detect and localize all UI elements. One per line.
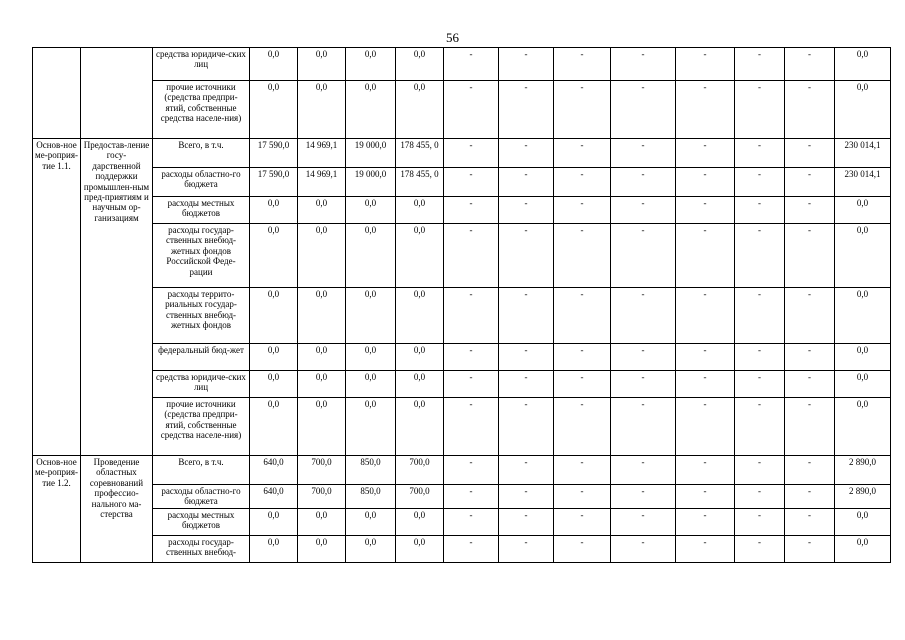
empty-value-cell: -	[444, 398, 499, 456]
empty-value-cell: -	[499, 344, 554, 371]
value-cell-y1: 17 590,0	[250, 139, 298, 168]
value-cell-y2: 0,0	[298, 508, 346, 535]
table-row	[33, 48, 891, 81]
value-cell-y4: 0,0	[396, 288, 444, 344]
value-cell-y4: 0,0	[396, 508, 444, 535]
empty-value-cell: -	[444, 224, 499, 288]
funding-source-cell: расходы областно-го бюджета	[153, 168, 250, 197]
value-cell-y2: 14 969,1	[298, 139, 346, 168]
table-row	[33, 535, 891, 562]
funding-source-cell: расходы государ-ственных внебюд-жетных фондов Российской Феде-рации	[153, 224, 250, 288]
empty-value-cell: -	[444, 456, 499, 485]
empty-value-cell: -	[735, 197, 785, 224]
total-cell: 0,0	[835, 508, 891, 535]
funding-source-cell: прочие источники (средства предпри-ятий, собственные средства населе-ния)	[153, 398, 250, 456]
empty-value-cell: -	[735, 456, 785, 485]
empty-value-cell: -	[611, 344, 676, 371]
empty-value-cell: -	[554, 48, 611, 81]
value-cell-y2: 0,0	[298, 535, 346, 562]
value-cell-y3: 0,0	[346, 224, 396, 288]
value-cell-y2: 14 969,1	[298, 168, 346, 197]
total-cell: 0,0	[835, 48, 891, 81]
empty-value-cell: -	[785, 197, 835, 224]
empty-value-cell: -	[444, 485, 499, 509]
funding-source-cell: Всего, в т.ч.	[153, 456, 250, 485]
empty-value-cell: -	[785, 344, 835, 371]
funding-source-cell: расходы государ-ственных внебюд-	[153, 535, 250, 562]
empty-value-cell: -	[676, 224, 735, 288]
empty-value-cell: -	[499, 81, 554, 139]
value-cell-y3: 0,0	[346, 508, 396, 535]
value-cell-y3: 0,0	[346, 197, 396, 224]
total-cell: 0,0	[835, 224, 891, 288]
value-cell-y1: 640,0	[250, 456, 298, 485]
funding-source-cell: федеральный бюд-жет	[153, 344, 250, 371]
value-cell-y1: 17 590,0	[250, 168, 298, 197]
empty-value-cell: -	[499, 371, 554, 398]
empty-value-cell: -	[554, 398, 611, 456]
value-cell-y4: 0,0	[396, 197, 444, 224]
total-cell: 2 890,0	[835, 485, 891, 509]
measure-name-cell: Предостав-ление госу-дарственной поддержки промышлен-ным пред-приятиям и научным ор-ганизациям	[81, 139, 153, 456]
empty-value-cell: -	[785, 139, 835, 168]
empty-value-cell: -	[676, 508, 735, 535]
value-cell-y1: 0,0	[250, 288, 298, 344]
empty-value-cell: -	[785, 48, 835, 81]
value-cell-y3: 0,0	[346, 371, 396, 398]
table-row	[33, 485, 891, 509]
empty-value-cell: -	[735, 508, 785, 535]
value-cell-y3: 850,0	[346, 456, 396, 485]
value-cell-y1: 0,0	[250, 398, 298, 456]
empty-value-cell: -	[611, 48, 676, 81]
value-cell-y4: 0,0	[396, 371, 444, 398]
empty-value-cell: -	[554, 371, 611, 398]
table-row	[33, 168, 891, 197]
empty-value-cell: -	[499, 398, 554, 456]
funding-source-cell: прочие источники (средства предпри-ятий, собственные средства населе-ния)	[153, 81, 250, 139]
value-cell-y1: 0,0	[250, 81, 298, 139]
empty-value-cell: -	[785, 288, 835, 344]
empty-value-cell: -	[499, 535, 554, 562]
empty-value-cell: -	[554, 485, 611, 509]
empty-value-cell: -	[676, 456, 735, 485]
empty-value-cell: -	[676, 485, 735, 509]
empty-value-cell: -	[611, 168, 676, 197]
value-cell-y2: 700,0	[298, 456, 346, 485]
empty-value-cell: -	[444, 288, 499, 344]
empty-value-cell: -	[735, 139, 785, 168]
empty-value-cell: -	[499, 456, 554, 485]
empty-value-cell: -	[611, 139, 676, 168]
value-cell-y3: 0,0	[346, 81, 396, 139]
empty-value-cell: -	[785, 508, 835, 535]
empty-value-cell: -	[554, 81, 611, 139]
empty-value-cell: -	[444, 139, 499, 168]
empty-value-cell: -	[611, 288, 676, 344]
value-cell-y2: 0,0	[298, 48, 346, 81]
empty-value-cell: -	[611, 81, 676, 139]
empty-value-cell: -	[785, 398, 835, 456]
value-cell-y2: 0,0	[298, 398, 346, 456]
empty-value-cell: -	[499, 168, 554, 197]
table-row	[33, 139, 891, 168]
empty-value-cell: -	[444, 168, 499, 197]
value-cell-y1: 0,0	[250, 344, 298, 371]
empty-value-cell: -	[785, 535, 835, 562]
empty-value-cell: -	[735, 371, 785, 398]
measure-cell: Основ-ное ме-роприя-тие 1.1.	[33, 139, 81, 456]
empty-value-cell: -	[611, 535, 676, 562]
value-cell-y3: 0,0	[346, 288, 396, 344]
value-cell-y1: 0,0	[250, 224, 298, 288]
empty-value-cell: -	[444, 371, 499, 398]
value-cell-y1: 0,0	[250, 48, 298, 81]
value-cell-y4: 0,0	[396, 48, 444, 81]
total-cell: 0,0	[835, 344, 891, 371]
empty-value-cell: -	[554, 288, 611, 344]
funding-source-cell: средства юридиче-ских лиц	[153, 371, 250, 398]
value-cell-y2: 700,0	[298, 485, 346, 509]
table-row	[33, 81, 891, 139]
table-row	[33, 288, 891, 344]
measure-name-cell	[81, 48, 153, 139]
value-cell-y4: 0,0	[396, 344, 444, 371]
empty-value-cell: -	[735, 288, 785, 344]
funding-source-cell: расходы местных бюджетов	[153, 508, 250, 535]
value-cell-y4: 178 455, 0	[396, 168, 444, 197]
table-row	[33, 371, 891, 398]
value-cell-y3: 19 000,0	[346, 168, 396, 197]
value-cell-y1: 640,0	[250, 485, 298, 509]
value-cell-y1: 0,0	[250, 508, 298, 535]
value-cell-y4: 0,0	[396, 398, 444, 456]
empty-value-cell: -	[785, 485, 835, 509]
empty-value-cell: -	[611, 398, 676, 456]
value-cell-y4: 178 455, 0	[396, 139, 444, 168]
total-cell: 0,0	[835, 81, 891, 139]
empty-value-cell: -	[554, 168, 611, 197]
table-row	[33, 344, 891, 371]
empty-value-cell: -	[611, 456, 676, 485]
empty-value-cell: -	[554, 508, 611, 535]
table-row	[33, 456, 891, 485]
value-cell-y2: 0,0	[298, 224, 346, 288]
empty-value-cell: -	[611, 508, 676, 535]
value-cell-y3: 850,0	[346, 485, 396, 509]
total-cell: 0,0	[835, 371, 891, 398]
value-cell-y3: 0,0	[346, 48, 396, 81]
empty-value-cell: -	[676, 398, 735, 456]
empty-value-cell: -	[785, 371, 835, 398]
empty-value-cell: -	[611, 224, 676, 288]
funding-source-cell: расходы областно-го бюджета	[153, 485, 250, 509]
empty-value-cell: -	[444, 48, 499, 81]
empty-value-cell: -	[499, 139, 554, 168]
page-number: 56	[446, 30, 459, 45]
funding-source-cell: средства юридиче-ских лиц	[153, 48, 250, 81]
empty-value-cell: -	[444, 81, 499, 139]
value-cell-y2: 0,0	[298, 288, 346, 344]
empty-value-cell: -	[676, 81, 735, 139]
total-cell: 0,0	[835, 398, 891, 456]
empty-value-cell: -	[499, 508, 554, 535]
empty-value-cell: -	[676, 48, 735, 81]
empty-value-cell: -	[735, 168, 785, 197]
empty-value-cell: -	[785, 456, 835, 485]
value-cell-y2: 0,0	[298, 371, 346, 398]
empty-value-cell: -	[444, 508, 499, 535]
value-cell-y4: 700,0	[396, 485, 444, 509]
value-cell-y1: 0,0	[250, 197, 298, 224]
funding-source-cell: расходы местных бюджетов	[153, 197, 250, 224]
table-row	[33, 224, 891, 288]
empty-value-cell: -	[676, 535, 735, 562]
empty-value-cell: -	[611, 371, 676, 398]
funding-source-cell: Всего, в т.ч.	[153, 139, 250, 168]
value-cell-y4: 0,0	[396, 535, 444, 562]
empty-value-cell: -	[444, 535, 499, 562]
value-cell-y3: 0,0	[346, 398, 396, 456]
empty-value-cell: -	[554, 344, 611, 371]
empty-value-cell: -	[676, 371, 735, 398]
empty-value-cell: -	[499, 224, 554, 288]
value-cell-y3: 19 000,0	[346, 139, 396, 168]
empty-value-cell: -	[611, 197, 676, 224]
empty-value-cell: -	[499, 197, 554, 224]
empty-value-cell: -	[735, 535, 785, 562]
value-cell-y1: 0,0	[250, 371, 298, 398]
empty-value-cell: -	[735, 224, 785, 288]
value-cell-y3: 0,0	[346, 344, 396, 371]
value-cell-y4: 0,0	[396, 224, 444, 288]
total-cell: 0,0	[835, 535, 891, 562]
empty-value-cell: -	[676, 168, 735, 197]
empty-value-cell: -	[611, 485, 676, 509]
empty-value-cell: -	[444, 197, 499, 224]
empty-value-cell: -	[785, 81, 835, 139]
empty-value-cell: -	[499, 48, 554, 81]
total-cell: 0,0	[835, 197, 891, 224]
total-cell: 2 890,0	[835, 456, 891, 485]
empty-value-cell: -	[554, 139, 611, 168]
value-cell-y1: 0,0	[250, 535, 298, 562]
empty-value-cell: -	[499, 288, 554, 344]
empty-value-cell: -	[735, 81, 785, 139]
budget-table	[32, 47, 891, 563]
empty-value-cell: -	[676, 344, 735, 371]
empty-value-cell: -	[735, 344, 785, 371]
total-cell: 230 014,1	[835, 168, 891, 197]
value-cell-y4: 0,0	[396, 81, 444, 139]
empty-value-cell: -	[676, 197, 735, 224]
empty-value-cell: -	[554, 535, 611, 562]
empty-value-cell: -	[676, 139, 735, 168]
value-cell-y4: 700,0	[396, 456, 444, 485]
value-cell-y3: 0,0	[346, 535, 396, 562]
total-cell: 0,0	[835, 288, 891, 344]
empty-value-cell: -	[735, 398, 785, 456]
empty-value-cell: -	[499, 485, 554, 509]
empty-value-cell: -	[735, 485, 785, 509]
empty-value-cell: -	[554, 224, 611, 288]
empty-value-cell: -	[444, 344, 499, 371]
total-cell: 230 014,1	[835, 139, 891, 168]
empty-value-cell: -	[554, 456, 611, 485]
value-cell-y2: 0,0	[298, 197, 346, 224]
value-cell-y2: 0,0	[298, 344, 346, 371]
empty-value-cell: -	[554, 197, 611, 224]
table-row	[33, 197, 891, 224]
funding-source-cell: расходы террито-риальных государ-ственных внебюд-жетных фондов	[153, 288, 250, 344]
table-row	[33, 508, 891, 535]
empty-value-cell: -	[735, 48, 785, 81]
empty-value-cell: -	[785, 168, 835, 197]
measure-cell	[33, 48, 81, 139]
table-row	[33, 398, 891, 456]
measure-name-cell: Проведение областных соревнований профессио-нального ма-стерства	[81, 456, 153, 563]
measure-cell: Основ-ное ме-роприя-тие 1.2.	[33, 456, 81, 563]
value-cell-y2: 0,0	[298, 81, 346, 139]
empty-value-cell: -	[676, 288, 735, 344]
empty-value-cell: -	[785, 224, 835, 288]
